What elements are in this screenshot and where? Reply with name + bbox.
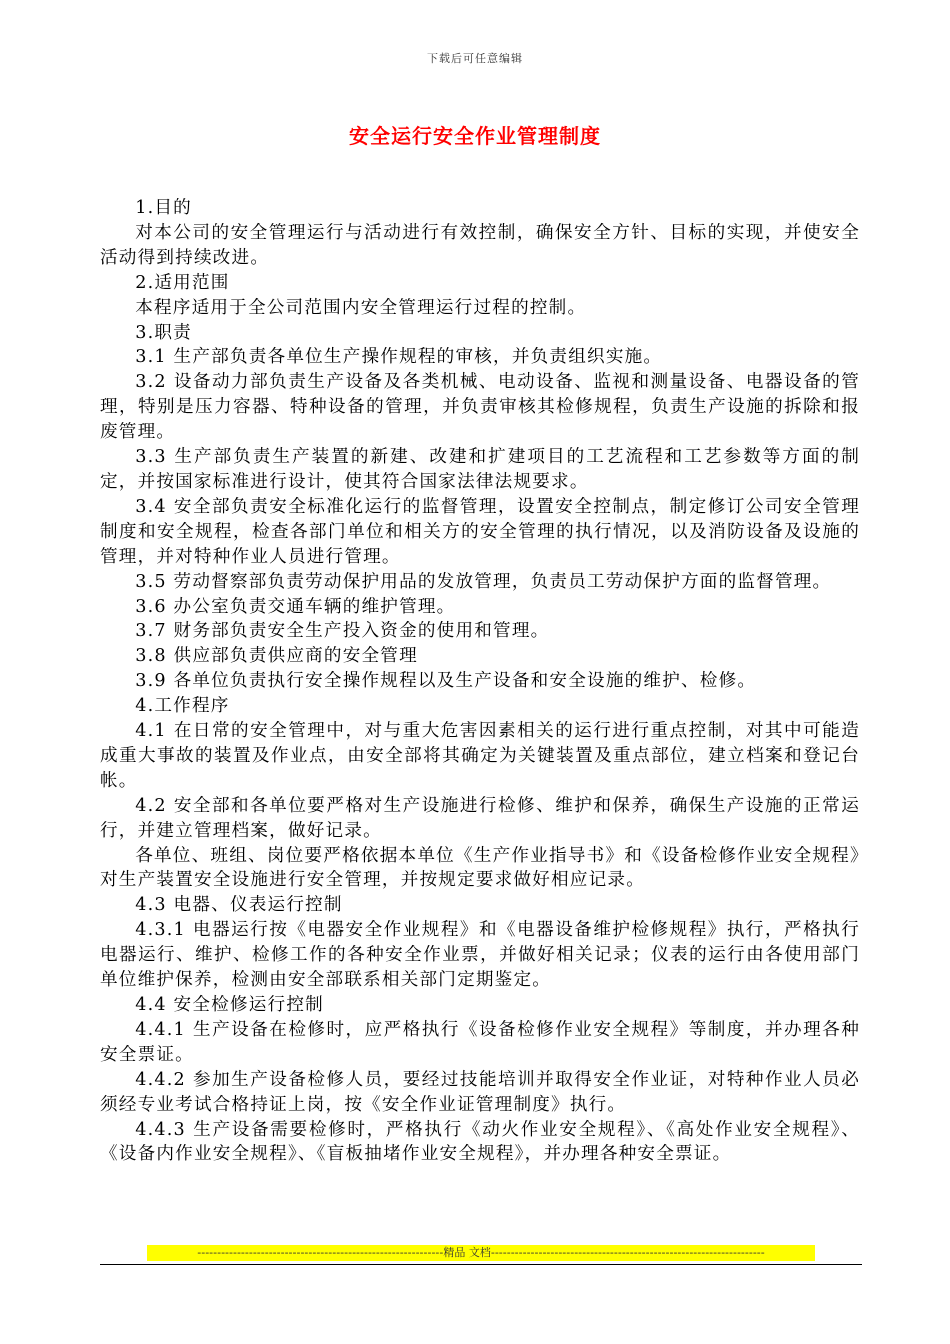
document-title: 安全运行安全作业管理制度 <box>349 124 601 148</box>
paragraph: 4.4.3 生产设备需要检修时，严格执行《动火作业安全规程》、《高处作业安全规程》、《设备内作业安全规程》、《盲板抽堵作业安全规程》，并办理各种安全票证。 <box>100 1119 860 1165</box>
section-heading: 2.适用范围 <box>135 272 230 293</box>
footer-banner: --------------------------------------------------------------精品 文档--------------------------------------------------------------------- <box>147 1245 815 1261</box>
paragraph: 4.1 在日常的安全管理中，对与重大危害因素相关的运行进行重点控制，对其中可能造成重大事故的装置及作业点，由安全部将其确定为关键装置及重点部位，建立档案和登记台帐。 <box>100 721 860 791</box>
subsection-heading: 4.3 电器、仪表运行控制 <box>135 895 343 916</box>
footer-divider <box>100 1264 862 1265</box>
paragraph: 4.3.1 电器运行按《电器安全作业规程》和《电器设备维护检修规程》执行，严格执行电器运行、维护、检修工作的各种安全作业票，并做好相关记录；仪表的运行由各使用部门单位维护保养，检测由安全部联系相关部门定期鉴定。 <box>100 920 860 991</box>
paragraph: 对本公司的安全管理运行与活动进行有效控制，确保安全方针、目标的实现，并使安全活动得到持续改进。 <box>100 222 860 268</box>
paragraph: 3.2 设备动力部负责生产设备及各类机械、电动设备、监视和测量设备、电器设备的管理，特别是压力容器、特种设备的管理，并负责审核其检修规程，负责生产设施的拆除和报废管理。 <box>100 372 860 443</box>
paragraph: 3.7 财务部负责安全生产投入资金的使用和管理。 <box>135 621 550 642</box>
section-heading: 3.职责 <box>135 322 192 343</box>
subsection-heading: 4.4 安全检修运行控制 <box>135 995 324 1015</box>
section-heading: 1.目的 <box>135 198 192 218</box>
paragraph: 3.5 劳动督察部负责劳动保护用品的发放管理，负责员工劳动保护方面的监督管理。 <box>135 571 832 592</box>
document-body <box>100 196 860 1167</box>
paragraph: 3.6 办公室负责交通车辆的维护管理。 <box>135 596 456 617</box>
paragraph: 3.9 各单位负责执行安全操作规程以及生产设备和安全设施的维护、检修。 <box>135 671 757 692</box>
paragraph: 3.8 供应部负责供应商的安全管理 <box>135 646 418 667</box>
paragraph: 3.1 生产部负责各单位生产操作规程的审核，并负责组织实施。 <box>135 347 663 368</box>
paragraph: 4.4.2 参加生产设备检修人员，要经过技能培训并取得安全作业证，对特种作业人员必须经专业考试合格持证上岗，按《安全作业证管理制度》执行。 <box>100 1069 860 1115</box>
paragraph: 4.4.1 生产设备在检修时，应严格执行《设备检修作业安全规程》等制度，并办理各种安全票证。 <box>100 1019 860 1065</box>
paragraph: 4.2 安全部和各单位要严格对生产设施进行检修、维护和保养，确保生产设施的正常运行，并建立管理档案，做好记录。 <box>100 795 860 841</box>
paragraph: 各单位、班组、岗位要严格依据本单位《生产作业指导书》和《设备检修作业安全规程》对生产装置安全设施进行安全管理，并按规定要求做好相应记录。 <box>100 845 860 891</box>
header-note: 下载后可任意编辑 <box>427 52 523 65</box>
section-heading: 4.工作程序 <box>135 696 230 717</box>
paragraph: 3.3 生产部负责生产装置的新建、改建和扩建项目的工艺流程和工艺参数等方面的制定，并按国家标准进行设计，使其符合国家法律法规要求。 <box>100 447 860 492</box>
paragraph: 本程序适用于全公司范围内安全管理运行过程的控制。 <box>135 297 587 318</box>
paragraph: 3.4 安全部负责安全标准化运行的监督管理，设置安全控制点，制定修订公司安全管理制度和安全规程，检查各部门单位和相关方的安全管理的执行情况，以及消防设备及设施的管理，并对特种作业人员进行管理。 <box>100 496 860 567</box>
